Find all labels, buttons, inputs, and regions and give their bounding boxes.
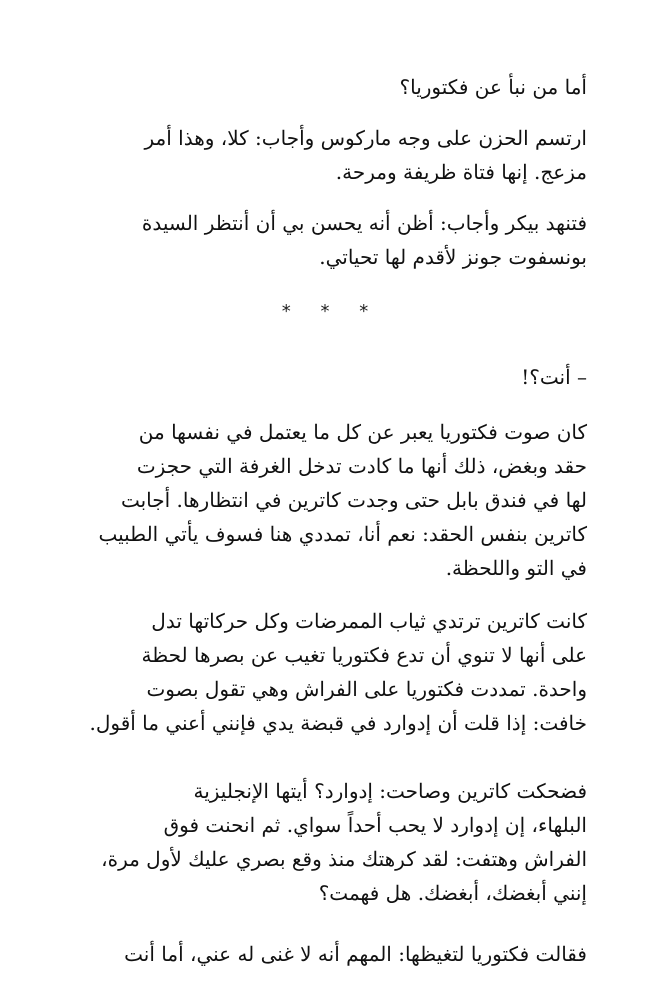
paragraph-8: فقالت فكتوريا لتغيظها: المهم أنه لا غنى له عني، أما أنت — [124, 942, 587, 966]
paragraph-1: أما من نبأ عن فكتوريا؟ — [399, 75, 587, 99]
paragraph-4: – أنت؟! — [521, 365, 587, 389]
paragraph-7: فضحكت كاترين وصاحت: إدوارد؟ أيتها الإنجليزية البلهاء، إن إدوارد لا يحب أحداً سواي. ثم انحنت فوق الفراش وهتفت: لقد كرهتك منذ وقع بصري عليك لأول مرة، إنني أبغضك، أبغضك. هل فهمت؟ — [101, 779, 587, 905]
paragraph-2: ارتسم الحزن على وجه ماركوس وأجاب: كلا، وهذا أمر مزعج. إنها فتاة ظريفة ومرحة. — [144, 126, 587, 184]
book-page — [75, 0, 587, 1000]
section-separator: * * * — [281, 301, 381, 322]
paragraph-6: كانت كاترين ترتدي ثياب الممرضات وكل حركاتها تدل على أنها لا تنوي أن تدع فكتوريا تغيب عن بصرها لحظة واحدة. تمددت فكتوريا على الفراش وهي تقول بصوت خافت: إذا قلت أن إدوارد في قبضة يدي فإنني أعني ما أقول. — [89, 609, 587, 735]
paragraph-3: فتنهد بيكر وأجاب: أظن أنه يحسن بي أن أنتظر السيدة بونسفوت جونز لأقدم لها تحياتي. — [141, 211, 587, 269]
paragraph-5: كان صوت فكتوريا يعبر عن كل ما يعتمل في نفسها من حقد وبغض، ذلك أنها ما كادت تدخل الغرفة التي حجزت لها في فندق بابل حتى وجدت كاترين في انتظارها. أجابت كاترين بنفس الحقد: نعم أنا، تمددي هنا فسوف يأتي الطبيب في التو واللحظة. — [98, 420, 587, 580]
